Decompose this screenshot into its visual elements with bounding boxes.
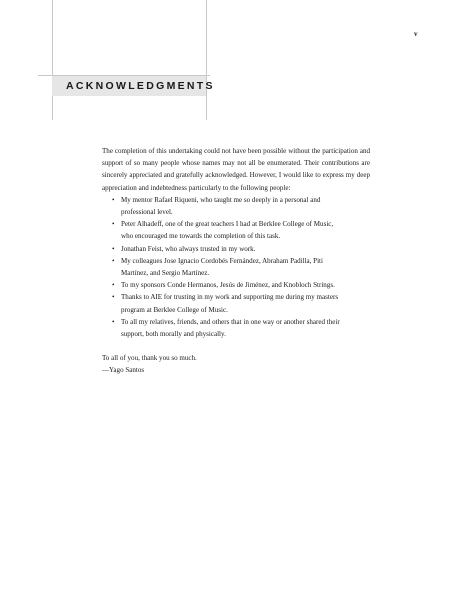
signature: —Yago Santos [102,366,145,375]
list-item: • Thanks to AIE for trusting in my work and supporting me during my masters program at Berklee College of Music. [102,291,347,315]
acknowledgments-body [102,145,370,377]
list-item: • To all my relatives, friends, and others that in one way or another shared their support, both morally and physically. [102,316,347,340]
intro-paragraph: The completion of this undertaking could not have been possible without the participation and support of so many people whose names may not all be enumerated. Their contributions are sincerely appreciated and gratefully acknowledged. However, I would like to express my deep appreciation and indebtedness particularly to the following people: [102,147,370,192]
acknowledgment-list [102,194,370,340]
list-item: • Jonathan Feist, who always trusted in my work. [102,243,347,255]
list-item: • My mentor Rafael Riqueni, who taught me so deeply in a personal and professional level. [102,194,347,218]
list-item: • To my sponsors Conde Hermanos, Jesús de Jiménez, and Knobloch Strings. [102,279,347,291]
page-title: ACKNOWLEDGMENTS [66,80,215,92]
closing-line: To all of you, thank you so much. [102,354,197,363]
crop-mark-vertical-right [206,0,207,120]
crop-mark-vertical-left [52,0,53,120]
list-item: • My colleagues Jose Ignacio Cordobés Fernández, Abraham Padilla, Piti Martínez, and Sergio Martínez. [102,255,347,279]
page-number: v [414,30,418,38]
list-item: • Peter Alhadeff, one of the great teachers I had at Berklee College of Music, who encouraged me towards the completion of this task. [102,218,347,242]
paragraph-spacer [102,340,370,352]
